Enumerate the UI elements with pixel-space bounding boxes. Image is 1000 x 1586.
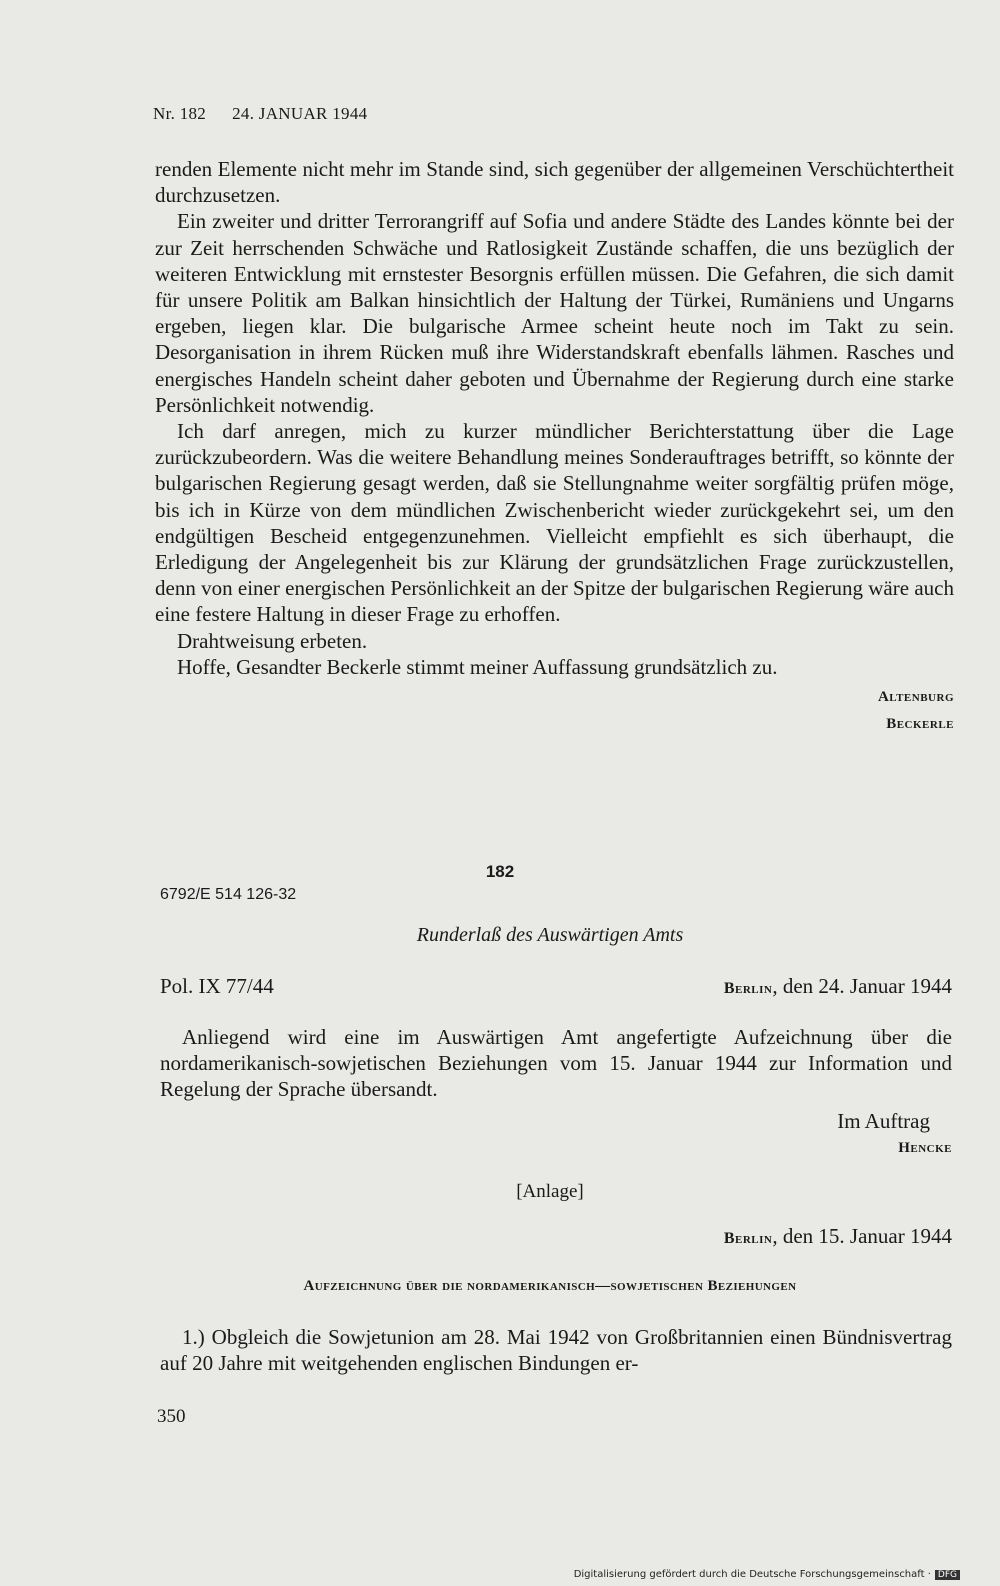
file-reference: 6792/E 514 126-32 — [160, 886, 297, 903]
digitization-footer — [574, 1569, 960, 1580]
header-date: 24. JANUAR 1944 — [232, 104, 368, 123]
place-city: Berlin — [723, 1230, 773, 1247]
memo-heading: Aufzeichnung über die nordamerikanisch—sowjetischen Beziehungen — [303, 1278, 797, 1294]
page-number: 350 — [157, 1406, 186, 1427]
place-city: Berlin — [723, 980, 773, 997]
paragraph: Ein zweiter und dritter Terrorangriff auf Sofia und andere Städte des Landes könnte bei der zur Zeit herrschenden Schwäche und Ratlosigkeit Zustände schaffen, die uns bezüglich der weiteren Entwicklung mit ernstester Besorgnis erfüllen müssen. Die Gefahren, die sich damit für unsere Politik am Balkan hinsichtlich der Haltung der Türkei, Rumäniens und Ungarns ergeben, liegen klar. Die bulgarische Armee scheint heute noch im Takt zu sein. Desorganisation in ihrem Rücken muß ihre Widerstandskraft ebenfalls lähmen. Rasches und energisches Handeln scheint daher geboten und Übernahme der Regierung durch eine starke Persönlichkeit notwendig. — [155, 209, 954, 417]
place-date — [724, 974, 952, 999]
document-number: 182 — [485, 862, 515, 881]
running-header — [153, 104, 367, 124]
place-date — [724, 1224, 952, 1249]
paragraph: renden Elemente nicht mehr im Stande sind, sich gegenüber der allgemeinen Verschüchtertheit durchzusetzen. — [155, 157, 954, 208]
signature-altenburg: Altenburg — [877, 689, 954, 706]
file-number: Pol. IX 77/44 — [160, 974, 274, 998]
letter-body — [155, 156, 954, 736]
paragraph: Ich darf anregen, mich zu kurzer mündlicher Berichterstattung über die Lage zurückzubeordern. Was die weitere Behandlung meines Sonderauftrages betrifft, so könnte der bulgarischen Regierung gesagt werden, daß sie Stellungnahme weiter sorgfältig prüfen möge, bis ich in Kürze von dem mündlichen Zwischenbericht wieder zurückgekehrt sei, um den endgültigen Bescheid entgegenzunehmen. Vielleicht empfiehlt es sich überhaupt, die Erledigung der Angelegenheit bis zur Klärung der grundsätzlichen Frage zurückzustellen, denn von einer energischen Persönlichkeit an der Spitze der bulgarischen Regierung wäre auch eine festere Haltung in dieser Frage zu erhoffen. — [155, 419, 954, 627]
file-line — [160, 974, 952, 999]
signature-hencke: Hencke — [898, 1139, 952, 1156]
date-text: , den 15. Januar 1944 — [772, 1224, 952, 1248]
date-text: , den 24. Januar 1944 — [772, 974, 952, 998]
doc-number: Nr. 182 — [153, 104, 207, 123]
closing: Im Auftrag — [837, 1108, 930, 1133]
signature-beckerle: Beckerle — [886, 716, 954, 733]
attachment-date-line — [160, 1224, 952, 1249]
circular-body — [160, 1024, 952, 1159]
document-title: Runderlaß des Auswärtigen Amts — [416, 924, 684, 946]
paragraph: Drahtweisung erbeten. — [177, 628, 368, 653]
memo-body — [160, 1324, 952, 1376]
paragraph: Anliegend wird eine im Auswärtigen Amt angefertigte Aufzeichnung über die nordamerikanisch-sowjetischen Beziehungen vom 15. Januar 1944 zur Information und Regelung der Sprache übersandt. — [160, 1025, 952, 1102]
dfg-logo: DFG — [935, 1570, 960, 1580]
paragraph: 1.) Obgleich die Sowjetunion am 28. Mai 1942 von Großbritannien einen Bündnisvertrag auf 20 Jahre mit weitgehenden englischen Bindungen er- — [160, 1325, 952, 1376]
paragraph: Hoffe, Gesandter Beckerle stimmt meiner Auffassung grundsätzlich zu. — [177, 654, 778, 679]
footer-text: Digitalisierung gefördert durch die Deutsche Forschungsgemeinschaft · — [573, 1569, 931, 1580]
attachment-label: [Anlage] — [516, 1181, 584, 1202]
